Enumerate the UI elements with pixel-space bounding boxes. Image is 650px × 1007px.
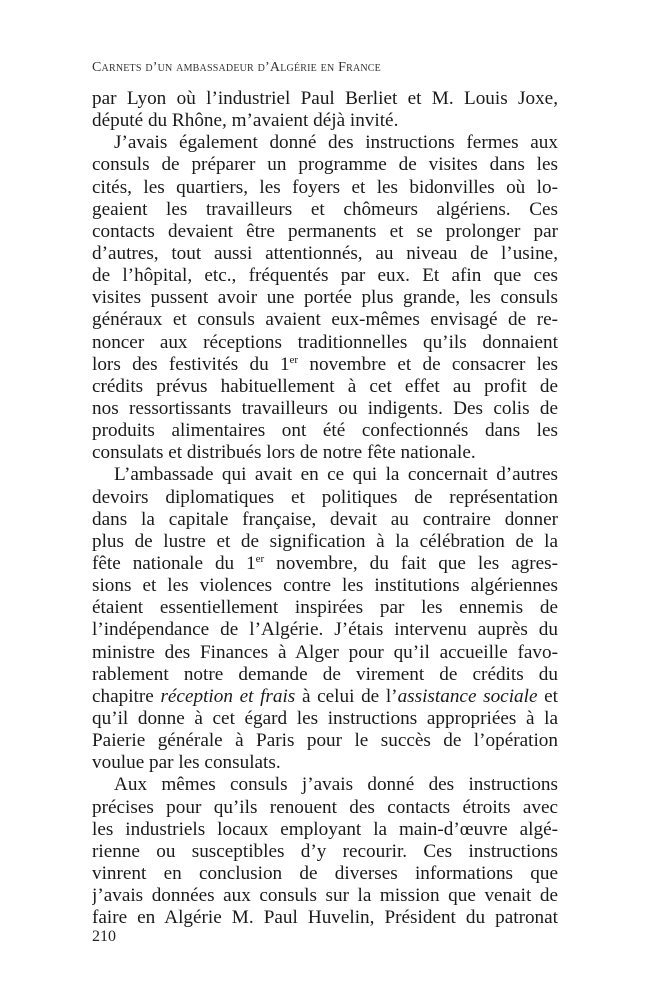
text-line	[92, 287, 558, 309]
text-line	[92, 487, 558, 509]
text-run: voulue par les consulats.	[92, 752, 281, 774]
text-run: j’avais données aux consuls sur la mission que venait de	[92, 885, 558, 907]
italic-text: réception et frais	[160, 685, 296, 707]
text-run: étaient essentiellement inspirées par les ennemis de	[92, 597, 558, 619]
text-run: produits alimentaires ont été confectionnés dans les	[92, 420, 558, 442]
body-text	[92, 88, 558, 929]
text-line	[92, 154, 558, 176]
text-run: sions et les violences contre les institutions algériennes	[92, 575, 558, 597]
text-run: de l’hôpital, etc., fréquentés par eux. Et afin que ces	[92, 265, 558, 287]
text-line	[92, 531, 558, 553]
text-run: Aux mêmes consuls j’avais donné des instructions	[114, 774, 558, 796]
text-line	[92, 88, 558, 110]
text-run: député du Rhône, m’avaient déjà invité.	[92, 110, 399, 132]
text-run: précises pour qu’ils renouent des contacts étroits avec	[92, 796, 558, 818]
text-run: d’autres, tout aussi attentionnés, au niveau de l’usine,	[92, 242, 558, 264]
text-run: et	[537, 685, 558, 707]
text-run: visites pussent avoir une portée plus grande, les consuls	[92, 287, 558, 309]
text-line	[92, 509, 558, 531]
text-run: consulats et distribués lors de notre fête nationale.	[92, 442, 476, 464]
text-run: ministre des Finances à Alger pour qu’il accueille favo-	[92, 641, 558, 663]
text-line	[92, 464, 558, 486]
running-header: Carnets d’un ambassadeur d’Algérie en France	[92, 60, 381, 75]
text-line	[92, 642, 558, 664]
text-run: novembre, du fait que les agres-	[264, 552, 558, 574]
text-run: rablement notre demande de virement de crédits du	[92, 663, 558, 685]
text-line	[92, 597, 558, 619]
text-run: L’ambassade qui avait en ce qui la concernait d’autres	[114, 464, 558, 486]
text-line	[92, 442, 558, 464]
text-run: consuls de préparer un programme de visites dans les	[92, 154, 558, 176]
superscript: er	[255, 552, 265, 565]
text-line	[92, 398, 558, 420]
text-run: nos ressortissants travailleurs ou indigents. Des colis de	[92, 397, 558, 419]
italic-text: assistance sociale	[397, 685, 538, 707]
text-line	[92, 841, 558, 863]
text-run: J’avais également donné des instructions fermes aux	[114, 132, 558, 154]
text-run: par Lyon où l’industriel Paul Berliet et M. Louis Joxe,	[92, 88, 558, 109]
text-line	[92, 686, 558, 708]
text-line	[92, 730, 558, 752]
text-run: geaient les travailleurs et chômeurs algériens. Ces	[92, 198, 558, 220]
text-run: lors des festivités du 1	[92, 353, 290, 375]
text-line	[92, 110, 558, 132]
text-run: chapitre	[92, 685, 161, 707]
text-line	[92, 354, 558, 376]
text-line	[92, 664, 558, 686]
text-line	[92, 752, 558, 774]
page-number: 210	[92, 928, 116, 945]
text-run: généraux et consuls avaient eux-mêmes envisagé de re-	[92, 309, 558, 331]
text-run: l’indépendance de l’Algérie. J’étais intervenu auprès du	[92, 619, 558, 641]
text-run: rienne ou susceptibles d’y recourir. Ces instructions	[92, 840, 558, 862]
text-run: plus de lustre et de signification à la célébration de la	[92, 530, 558, 552]
text-run: fête nationale du 1	[92, 552, 256, 574]
text-line	[92, 243, 558, 265]
text-line	[92, 863, 558, 885]
text-line	[92, 774, 558, 796]
text-run: contacts devaient être permanents et se prolonger par	[92, 220, 558, 242]
text-run: devoirs diplomatiques et politiques de représentation	[92, 486, 558, 508]
text-run: qu’il donne à cet égard les instructions appropriées à la	[92, 707, 558, 729]
text-line	[92, 819, 558, 841]
text-line	[92, 199, 558, 221]
text-run: noncer aux réceptions traditionnelles qu’ils donnaient	[92, 331, 558, 353]
text-line	[92, 907, 558, 929]
text-run: vinrent en conclusion de diverses informations que	[92, 862, 558, 884]
text-run: novembre et de consacrer les	[298, 353, 558, 375]
text-line	[92, 553, 558, 575]
text-line	[92, 265, 558, 287]
text-run: dans la capitale française, devait au contraire donner	[92, 508, 558, 530]
text-line	[92, 221, 558, 243]
text-run: Paierie générale à Paris pour le succès de l’opération	[92, 730, 558, 752]
text-line	[92, 332, 558, 354]
text-line	[92, 619, 558, 641]
text-line	[92, 309, 558, 331]
text-run: faire en Algérie M. Paul Huvelin, Président du patronat	[92, 907, 558, 929]
text-line	[92, 132, 558, 154]
text-line	[92, 420, 558, 442]
text-line	[92, 376, 558, 398]
text-line	[92, 708, 558, 730]
text-run: cités, les quartiers, les foyers et les bidonvilles où lo-	[92, 176, 558, 198]
text-line	[92, 885, 558, 907]
superscript: er	[289, 353, 299, 366]
text-run: à celui de l’	[295, 685, 398, 707]
text-line	[92, 797, 558, 819]
text-line	[92, 177, 558, 199]
text-run: crédits prévus habituellement à cet effet au profit de	[92, 375, 558, 397]
text-line	[92, 575, 558, 597]
text-run: les industriels locaux employant la main-d’œuvre algé-	[92, 818, 558, 840]
